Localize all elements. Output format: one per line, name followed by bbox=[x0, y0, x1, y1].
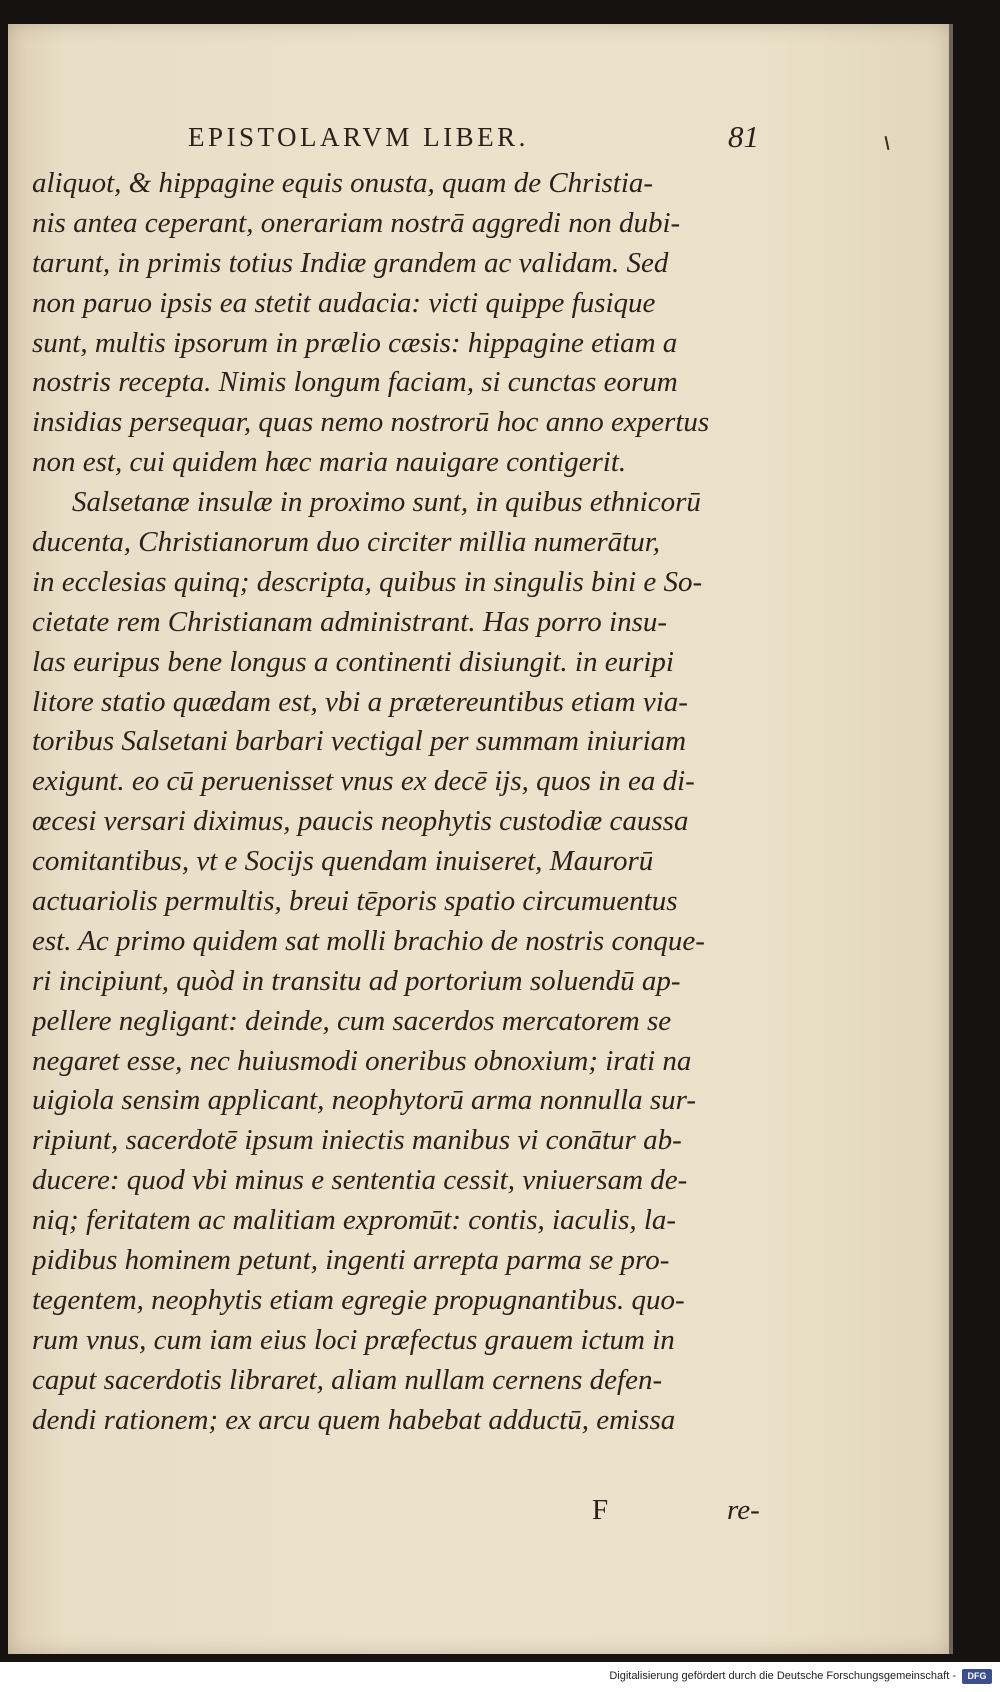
text-line: comitantibus, vt e Socijs quendam inuiseret, Maurorū bbox=[32, 845, 654, 878]
text-line: las euripus bene longus a continenti disiungit. in euripi bbox=[32, 645, 674, 678]
signature-mark: F bbox=[592, 1494, 609, 1526]
text-line: negaret esse, nec huiusmodi oneribus obnoxium; irati na bbox=[32, 1044, 692, 1077]
page-header bbox=[8, 119, 949, 162]
text-line: ri incipiunt, quòd in transitu ad portorium soluendū ap- bbox=[32, 964, 681, 997]
page-footer bbox=[8, 1494, 949, 1534]
text-line: litore statio quædam est, vbi a prætereuntibus etiam via- bbox=[32, 685, 688, 718]
text-line: ripiunt, sacerdotē ipsum iniectis manibus vi conātur ab- bbox=[32, 1124, 682, 1157]
body-text bbox=[32, 164, 932, 1441]
text-line: actuariolis permultis, breui tēporis spatio circumuentus bbox=[32, 885, 678, 918]
text-line: œcesi versari diximus, paucis neophytis custodiæ caussa bbox=[32, 805, 689, 838]
dfg-logo-icon: DFG bbox=[962, 1669, 992, 1684]
catchword: re- bbox=[727, 1494, 760, 1526]
text-line: tarunt, in primis totius Indiæ grandem ac validam. Sed bbox=[32, 246, 669, 279]
text-line: in ecclesias quinq; descripta, quibus in singulis bini e So- bbox=[32, 565, 703, 598]
text-line: pidibus hominem petunt, ingenti arrepta parma se pro- bbox=[32, 1244, 670, 1277]
page-edge bbox=[949, 24, 953, 1654]
text-line: tegentem, neophytis etiam egregie propugnantibus. quo- bbox=[32, 1283, 685, 1316]
text-line: aliquot, & hippagine equis onusta, quam de Christia- bbox=[32, 167, 654, 199]
text-line: insidias persequar, quas nemo nostrorū hoc anno expertus bbox=[32, 406, 710, 439]
text-line: caput sacerdotis libraret, aliam nullam cernens defen- bbox=[32, 1363, 663, 1396]
text-line: non est, cui quidem hæc maria nauigare contigerit. bbox=[32, 446, 627, 479]
text-line: non paruo ipsis ea stetit audacia: victi quippe fusique bbox=[32, 286, 656, 319]
text-line: niq; feritatem ac malitiam expromūt: contis, iaculis, la- bbox=[32, 1204, 677, 1237]
text-line: est. Ac primo quidem sat molli brachio de nostris conque- bbox=[32, 924, 705, 957]
credit-text: Digitalisierung gefördert durch die Deutsche Forschungsgemeinschaft - bbox=[609, 1670, 956, 1682]
text-line: ducenta, Christianorum duo circiter millia numerātur, bbox=[32, 526, 661, 559]
running-head: EPISTOLARVM LIBER. bbox=[188, 122, 529, 152]
text-line: ducere: quod vbi minus e sententia cessit, vniuersam de- bbox=[32, 1164, 688, 1197]
text-line: pellere negligant: deinde, cum sacerdos mercatorem se bbox=[32, 1004, 672, 1037]
text-line: uigiola sensim applicant, neophytorū arma nonnulla sur- bbox=[32, 1084, 696, 1117]
book-page bbox=[8, 24, 949, 1654]
credit-bar bbox=[0, 1662, 1000, 1692]
paragraph-start-line: Salsetanæ insulæ in proximo sunt, in quibus ethnicorū bbox=[72, 486, 701, 519]
page-number: 81 bbox=[728, 119, 759, 154]
text-line: exigunt. eo cū peruenisset vnus ex decē ijs, quos in ea di- bbox=[32, 765, 695, 798]
text-line: cietate rem Christianam administrant. Has porro insu- bbox=[32, 605, 668, 638]
text-line: nostris recepta. Nimis longum faciam, si cunctas eorum bbox=[32, 366, 678, 399]
text-line: rum vnus, cum iam eius loci præfectus grauem ictum in bbox=[32, 1323, 675, 1356]
text-line: toribus Salsetani barbari vectigal per summam iniuriam bbox=[32, 725, 687, 758]
text-line: nis antea ceperant, onerariam nostrā aggredi non dubi- bbox=[32, 206, 681, 239]
text-line: sunt, multis ipsorum in prælio cæsis: hippagine etiam a bbox=[32, 326, 678, 359]
text-line: dendi rationem; ex arcu quem habebat adductū, emissa bbox=[32, 1403, 676, 1436]
